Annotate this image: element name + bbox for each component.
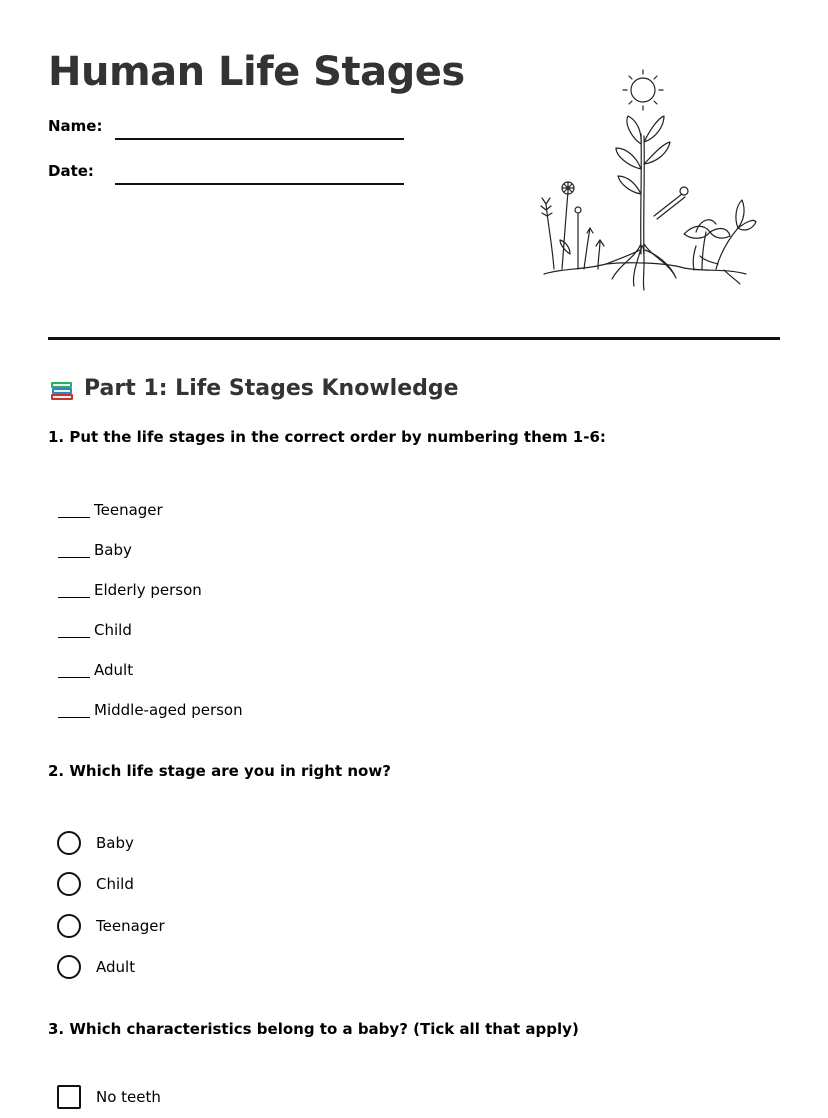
list-item[interactable]: Adult — [58, 650, 243, 690]
number-blank[interactable] — [58, 543, 90, 558]
question-3: 3. Which characteristics belong to a baby? (Tick all that apply) — [48, 1020, 579, 1038]
books-icon — [48, 375, 76, 403]
list-item[interactable]: Child — [58, 610, 243, 650]
number-blank[interactable] — [58, 703, 90, 718]
name-input-line[interactable] — [115, 138, 404, 140]
baby-characteristics-options — [57, 1082, 161, 1112]
radio-option-baby[interactable]: Baby — [57, 822, 165, 864]
life-stage-options — [57, 822, 165, 988]
list-item[interactable]: Elderly person — [58, 570, 243, 610]
plant-sun-illustration — [524, 64, 760, 296]
list-item[interactable]: Baby — [58, 530, 243, 570]
checkbox-option-no-teeth[interactable]: No teeth — [57, 1082, 161, 1112]
section-divider — [48, 337, 780, 340]
radio-button[interactable] — [57, 831, 81, 855]
date-label: Date: — [48, 162, 94, 180]
checkbox[interactable] — [57, 1085, 81, 1109]
number-blank[interactable] — [58, 583, 90, 598]
radio-button[interactable] — [57, 914, 81, 938]
name-label: Name: — [48, 117, 103, 135]
radio-option-teenager[interactable]: Teenager — [57, 905, 165, 947]
radio-option-child[interactable]: Child — [57, 864, 165, 906]
question-1: 1. Put the life stages in the correct order by numbering them 1-6: — [48, 428, 606, 446]
worksheet-title: Human Life Stages — [48, 49, 465, 95]
radio-button[interactable] — [57, 955, 81, 979]
part1-title: Part 1: Life Stages Knowledge — [84, 376, 459, 401]
number-blank[interactable] — [58, 663, 90, 678]
number-blank[interactable] — [58, 623, 90, 638]
question-2: 2. Which life stage are you in right now? — [48, 762, 391, 780]
part1-heading — [48, 373, 459, 405]
list-item[interactable]: Middle-aged person — [58, 690, 243, 730]
date-input-line[interactable] — [115, 183, 404, 185]
list-item[interactable]: Teenager — [58, 490, 243, 530]
radio-option-adult[interactable]: Adult — [57, 947, 165, 989]
radio-button[interactable] — [57, 872, 81, 896]
ordering-list — [58, 490, 243, 730]
number-blank[interactable] — [58, 503, 90, 518]
